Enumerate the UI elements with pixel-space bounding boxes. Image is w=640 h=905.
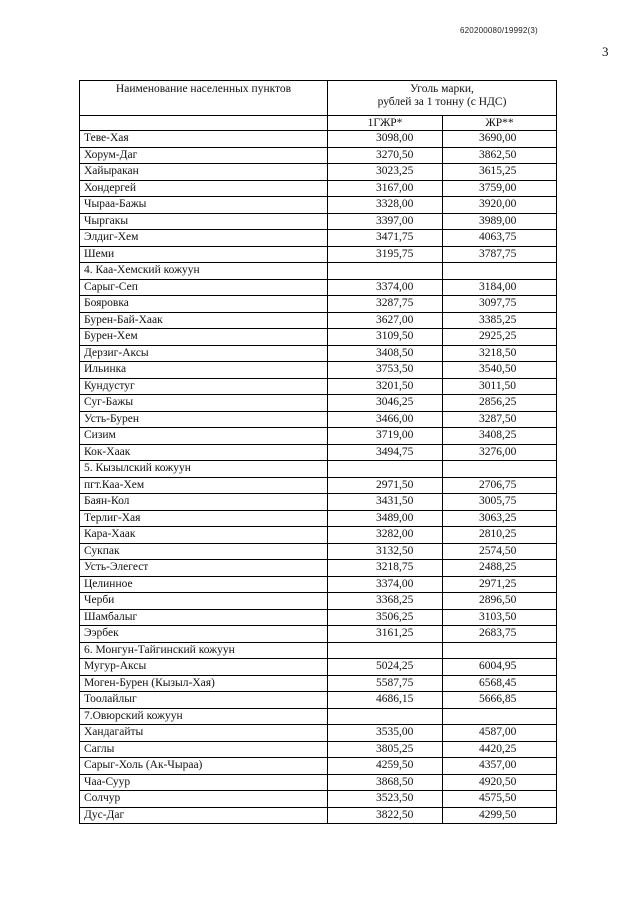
price-1gzhr: 3466,00 <box>328 411 443 428</box>
price-1gzhr: 3471,75 <box>328 230 443 247</box>
price-1gzhr: 3098,00 <box>328 131 443 148</box>
settlement-name: Саглы <box>80 741 328 758</box>
table-body <box>80 131 557 824</box>
table-row <box>80 213 557 230</box>
price-1gzhr: 3374,00 <box>328 279 443 296</box>
settlement-name: Сукпак <box>80 543 328 560</box>
table-row <box>80 675 557 692</box>
table-row <box>80 147 557 164</box>
table-row <box>80 807 557 824</box>
price-zhr: 5666,85 <box>443 692 557 709</box>
settlement-name: Бурен-Бай-Хаак <box>80 312 328 329</box>
table-row <box>80 230 557 247</box>
settlement-name: Кок-Хаак <box>80 444 328 461</box>
price-1gzhr: 3397,00 <box>328 213 443 230</box>
price-1gzhr: 3822,50 <box>328 807 443 824</box>
settlement-name: Сарыг-Сеп <box>80 279 328 296</box>
settlement-name: Усть-Бурен <box>80 411 328 428</box>
price-zhr: 3184,00 <box>443 279 557 296</box>
price-zhr: 4357,00 <box>443 758 557 775</box>
price-1gzhr: 3408,50 <box>328 345 443 362</box>
table-row <box>80 411 557 428</box>
section-row <box>80 642 557 659</box>
price-zhr: 3787,75 <box>443 246 557 263</box>
price-1gzhr <box>328 263 443 280</box>
table-row <box>80 329 557 346</box>
price-1gzhr: 5587,75 <box>328 675 443 692</box>
price-zhr: 4587,00 <box>443 725 557 742</box>
price-zhr <box>443 461 557 478</box>
price-zhr: 4920,50 <box>443 774 557 791</box>
table-row <box>80 774 557 791</box>
price-zhr: 2971,25 <box>443 576 557 593</box>
settlement-name: Тоолайлыг <box>80 692 328 709</box>
table-row <box>80 593 557 610</box>
price-zhr: 2574,50 <box>443 543 557 560</box>
subheader-empty <box>80 116 328 131</box>
price-zhr: 3287,50 <box>443 411 557 428</box>
price-zhr: 4420,25 <box>443 741 557 758</box>
price-zhr: 3276,00 <box>443 444 557 461</box>
settlement-name: Кара-Хаак <box>80 527 328 544</box>
table-header-row <box>80 81 557 116</box>
settlement-name: Баян-Кол <box>80 494 328 511</box>
price-1gzhr: 5024,25 <box>328 659 443 676</box>
page-number: 3 <box>602 44 609 59</box>
price-zhr: 4575,50 <box>443 791 557 808</box>
settlement-name: Элдиг-Хем <box>80 230 328 247</box>
price-zhr: 6568,45 <box>443 675 557 692</box>
price-1gzhr: 3506,25 <box>328 609 443 626</box>
price-zhr <box>443 263 557 280</box>
table-row <box>80 758 557 775</box>
price-1gzhr: 3719,00 <box>328 428 443 445</box>
section-title: 5. Кызылский кожуун <box>80 461 328 478</box>
price-zhr: 3103,50 <box>443 609 557 626</box>
settlement-name: Хандагайты <box>80 725 328 742</box>
price-1gzhr: 3523,50 <box>328 791 443 808</box>
settlement-name: Шеми <box>80 246 328 263</box>
table-row <box>80 180 557 197</box>
settlement-name: Дерзиг-Аксы <box>80 345 328 362</box>
price-1gzhr: 3287,75 <box>328 296 443 313</box>
settlement-name: Чыргакы <box>80 213 328 230</box>
table-row <box>80 279 557 296</box>
price-zhr: 2488,25 <box>443 560 557 577</box>
price-1gzhr: 3132,50 <box>328 543 443 560</box>
price-1gzhr <box>328 461 443 478</box>
table-row <box>80 378 557 395</box>
price-1gzhr <box>328 708 443 725</box>
price-zhr: 3218,50 <box>443 345 557 362</box>
price-1gzhr: 3201,50 <box>328 378 443 395</box>
price-zhr: 3759,00 <box>443 180 557 197</box>
table-row <box>80 659 557 676</box>
table-row <box>80 741 557 758</box>
table-row <box>80 345 557 362</box>
price-1gzhr <box>328 642 443 659</box>
table-row <box>80 692 557 709</box>
price-zhr <box>443 642 557 659</box>
settlement-name: пгт.Каа-Хем <box>80 477 328 494</box>
section-title: 6. Монгун-Тайгинский кожуун <box>80 642 328 659</box>
table-row <box>80 527 557 544</box>
table-row <box>80 560 557 577</box>
settlement-name: Хондергей <box>80 180 328 197</box>
price-1gzhr: 3046,25 <box>328 395 443 412</box>
table-row <box>80 494 557 511</box>
price-zhr: 2896,50 <box>443 593 557 610</box>
settlement-name: Терлиг-Хая <box>80 510 328 527</box>
price-zhr: 2810,25 <box>443 527 557 544</box>
table-subheader-row <box>80 116 557 131</box>
price-zhr: 3690,00 <box>443 131 557 148</box>
settlement-name: Чаа-Суур <box>80 774 328 791</box>
settlement-name: Кундустуг <box>80 378 328 395</box>
table-row <box>80 246 557 263</box>
header-coal-grade-line2: рублей за 1 тонну (с НДС) <box>377 96 507 108</box>
price-zhr: 2856,25 <box>443 395 557 412</box>
settlement-name: Ильинка <box>80 362 328 379</box>
price-zhr: 3615,25 <box>443 164 557 181</box>
price-1gzhr: 3328,00 <box>328 197 443 214</box>
table-row <box>80 164 557 181</box>
price-zhr: 3097,75 <box>443 296 557 313</box>
subheader-grade-zhr: ЖР** <box>443 116 557 131</box>
price-1gzhr: 3282,00 <box>328 527 443 544</box>
settlement-name: Хорум-Даг <box>80 147 328 164</box>
price-zhr: 2706,75 <box>443 477 557 494</box>
price-zhr: 2925,25 <box>443 329 557 346</box>
header-settlements <box>80 81 328 116</box>
settlement-name: Суг-Бажы <box>80 395 328 412</box>
price-zhr: 4063,75 <box>443 230 557 247</box>
table-row <box>80 609 557 626</box>
settlement-name: Ээрбек <box>80 626 328 643</box>
price-1gzhr: 3368,25 <box>328 593 443 610</box>
price-zhr: 3408,25 <box>443 428 557 445</box>
table-row <box>80 510 557 527</box>
price-zhr: 6004,95 <box>443 659 557 676</box>
header-coal-grade-line1: Уголь марки, <box>410 83 474 95</box>
settlement-name: Теве-Хая <box>80 131 328 148</box>
table-row <box>80 791 557 808</box>
price-1gzhr: 3868,50 <box>328 774 443 791</box>
table-row <box>80 296 557 313</box>
settlement-name: Целинное <box>80 576 328 593</box>
settlement-name: Бояровка <box>80 296 328 313</box>
table-row <box>80 395 557 412</box>
price-1gzhr: 3167,00 <box>328 180 443 197</box>
settlement-name: Моген-Бурен (Кызыл-Хая) <box>80 675 328 692</box>
section-row <box>80 461 557 478</box>
price-1gzhr: 3494,75 <box>328 444 443 461</box>
price-zhr: 2683,75 <box>443 626 557 643</box>
price-1gzhr: 3431,50 <box>328 494 443 511</box>
price-1gzhr: 4686,15 <box>328 692 443 709</box>
document-id: 620200080/19992(3) <box>460 26 538 35</box>
price-1gzhr: 3195,75 <box>328 246 443 263</box>
table-row <box>80 725 557 742</box>
header-settlements-label: Наименование населенных пунктов <box>115 83 292 95</box>
settlement-name: Черби <box>80 593 328 610</box>
price-1gzhr: 4259,50 <box>328 758 443 775</box>
price-zhr: 3989,00 <box>443 213 557 230</box>
coal-price-table <box>79 80 557 824</box>
section-row <box>80 708 557 725</box>
price-1gzhr: 3270,50 <box>328 147 443 164</box>
price-1gzhr: 3753,50 <box>328 362 443 379</box>
section-title: 4. Каа-Хемский кожуун <box>80 263 328 280</box>
price-zhr: 3920,00 <box>443 197 557 214</box>
price-1gzhr: 3627,00 <box>328 312 443 329</box>
table-row <box>80 626 557 643</box>
settlement-name: Чыраа-Бажы <box>80 197 328 214</box>
price-1gzhr: 3374,00 <box>328 576 443 593</box>
table-row <box>80 576 557 593</box>
settlement-name: Сарыг-Холь (Ак-Чыраа) <box>80 758 328 775</box>
price-zhr: 3540,50 <box>443 362 557 379</box>
price-zhr: 3005,75 <box>443 494 557 511</box>
table-row <box>80 197 557 214</box>
settlement-name: Мугур-Аксы <box>80 659 328 676</box>
price-zhr: 3862,50 <box>443 147 557 164</box>
price-1gzhr: 3218,75 <box>328 560 443 577</box>
table-row <box>80 477 557 494</box>
settlement-name: Шамбалыг <box>80 609 328 626</box>
section-title: 7.Овюрский кожуун <box>80 708 328 725</box>
header-coal-grade <box>328 81 557 116</box>
price-1gzhr: 3109,50 <box>328 329 443 346</box>
price-1gzhr: 2971,50 <box>328 477 443 494</box>
settlement-name: Хайыракан <box>80 164 328 181</box>
table-row <box>80 428 557 445</box>
price-1gzhr: 3161,25 <box>328 626 443 643</box>
table-row <box>80 444 557 461</box>
settlement-name: Сизим <box>80 428 328 445</box>
settlement-name: Дус-Даг <box>80 807 328 824</box>
price-zhr: 3385,25 <box>443 312 557 329</box>
price-zhr <box>443 708 557 725</box>
section-row <box>80 263 557 280</box>
settlement-name: Бурен-Хем <box>80 329 328 346</box>
settlement-name: Усть-Элегест <box>80 560 328 577</box>
price-zhr: 3011,50 <box>443 378 557 395</box>
price-1gzhr: 3535,00 <box>328 725 443 742</box>
price-zhr: 4299,50 <box>443 807 557 824</box>
price-1gzhr: 3023,25 <box>328 164 443 181</box>
price-1gzhr: 3805,25 <box>328 741 443 758</box>
table-row <box>80 543 557 560</box>
price-zhr: 3063,25 <box>443 510 557 527</box>
table-row <box>80 131 557 148</box>
table-row <box>80 312 557 329</box>
price-1gzhr: 3489,00 <box>328 510 443 527</box>
subheader-grade-1gzhr: 1ГЖР* <box>328 116 443 131</box>
settlement-name: Солчур <box>80 791 328 808</box>
table-row <box>80 362 557 379</box>
